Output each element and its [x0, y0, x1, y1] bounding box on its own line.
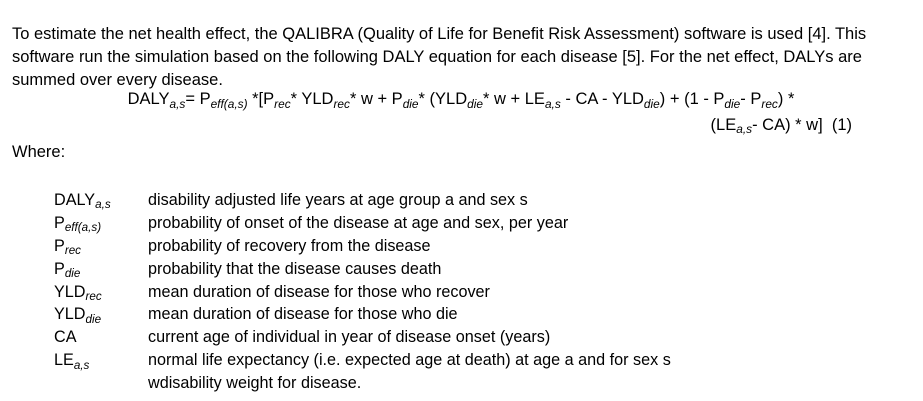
list-item: [54, 259, 671, 282]
definition-symbol: $P_{rec}$: [54, 236, 82, 258]
definition-text: mean duration of disease for those who die: [148, 305, 458, 324]
where-label: Where:: [12, 143, 66, 161]
definition-text: probability of recovery from the disease: [148, 236, 431, 255]
list-item: [54, 236, 671, 259]
definition-symbol: $YLD_{die}$: [54, 305, 102, 326]
list-item: [54, 304, 671, 327]
list-item: [54, 213, 671, 236]
definition-text: probability that the disease causes death: [148, 259, 442, 278]
definition-symbol: $DALY_{a,s}$: [54, 191, 111, 212]
definition-text: current age of individual in year of disease onset (years): [148, 328, 551, 347]
list-item: [54, 190, 671, 213]
list-item: [54, 282, 671, 305]
definition-symbol: $P_{eff(a,s)}$: [54, 213, 102, 235]
definition-text: normal life expectancy (i.e. expected age at death) at age a and for sex s: [148, 351, 671, 370]
equation-line-2: ($LE_{a,s}-$ CA) * w] (1): [710, 115, 852, 137]
definition-symbol: $LE_{a,s}$: [54, 351, 90, 372]
definition-text: disability adjusted life years at age group a and sex s: [148, 191, 528, 209]
definition-list: [54, 190, 914, 396]
definition-text: mean duration of disease for those who recover: [148, 282, 490, 301]
equation-line-1: $DALY_{a,s}= P_{eff(a,s)}$ $*[P_{rec}*$ $YLD_{rec}*$ $w + P_{die}*$ ($YLD_{die}*$ $w + LE_{a,s}$ - CA - $YLD_{die}) + (1 - P_{die}-$ $P_{rec}$) *: [127, 90, 795, 111]
definition-symbol: $P_{die}$: [54, 259, 81, 281]
definition-symbol: $YLD_{rec}$: [54, 282, 102, 303]
definition-text: wdisability weight for disease.: [148, 374, 362, 392]
list-item: [54, 373, 671, 396]
list-item: [54, 350, 671, 373]
intro-paragraph: To estimate the net health effect, the QALIBRA (Quality of Life for Benefit Risk Assessment) software is used [4]. This software run the simulation based on the following DALY equation for each disease [5]. For the net effect, DALYs are summed over every disease.: [12, 24, 867, 90]
daly-equation: [12, 88, 910, 138]
list-item: [54, 327, 671, 350]
definition-symbol: CA: [54, 328, 77, 347]
definition-symbol: [54, 373, 148, 396]
definition-text: probability of onset of the disease at age and sex, per year: [148, 213, 569, 232]
